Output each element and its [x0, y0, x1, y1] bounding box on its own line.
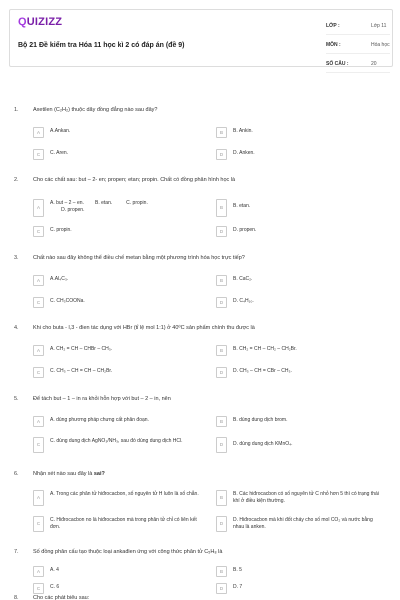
option-badge: B [216, 416, 227, 427]
quiz-header [9, 9, 393, 67]
q6-option-c[interactable]: C C. Hiđrocacbon no là hiđrocacbon mà trong phân tử chỉ có liên kết đơn. [33, 516, 203, 528]
option-badge: C [33, 149, 44, 160]
option-badge: D [216, 367, 227, 378]
q4-option-b[interactable]: B B. CH₂ = CH – CH₂ – CH₂Br. [216, 345, 386, 357]
q7-option-b[interactable]: B B. 5 [216, 566, 386, 578]
option-badge: B [216, 490, 227, 506]
option-badge: A [33, 416, 44, 427]
question-text: Cho các phát biểu sau: [33, 595, 90, 600]
q5-option-b[interactable]: B B. dùng dung dịch brom. [216, 416, 386, 428]
option-badge: A [33, 345, 44, 356]
q3-option-d[interactable]: D D. C₄H₁₀. [216, 297, 386, 309]
quiz-meta [326, 20, 390, 77]
option-badge: A [33, 199, 44, 217]
question-text: Axetilen (C₂H₂) thuộc dãy đồng đẳng nào sau đây? [33, 107, 158, 113]
q7-option-c[interactable]: C C. 6 [33, 583, 203, 595]
option-badge: D [216, 516, 227, 532]
logo-text: UIZIZZ [26, 16, 63, 28]
q3-option-b[interactable]: B B. CaC₂. [216, 275, 386, 287]
q5-option-c[interactable]: C C. dùng dung dịch AgNO₃/NH₃, sau đó dùng dung dịch HCl. [33, 437, 203, 449]
question-text: Nhận xét nào sau đây là sai? [33, 471, 105, 477]
q6-option-b[interactable]: B B. Các hiđrocacbon có số nguyên tử C nhỏ hơn 5 thì có trạng thái khí ở điều kiện thường. [216, 490, 386, 502]
q5-option-a[interactable]: A A. dùng phương pháp chưng cất phân đoạn. [33, 416, 203, 428]
quizizz-logo [18, 16, 62, 28]
option-badge: A [33, 127, 44, 138]
option-badge: B [216, 566, 227, 577]
q3-option-c[interactable]: C C. CH₃COONa. [33, 297, 203, 309]
q4-option-c[interactable]: C C. CH₃ – CH = CH – CH₂Br. [33, 367, 203, 379]
option-badge: C [33, 437, 44, 453]
q7-option-a[interactable]: A A. 4 [33, 566, 203, 578]
q1-option-d[interactable]: D D. Anken. [216, 149, 386, 161]
q4-option-d[interactable]: D D. CH₃ – CH = CBr – CH₃. [216, 367, 386, 379]
q3-option-a[interactable]: A A.Al₄C₃. [33, 275, 203, 287]
meta-question-count: SỐ CÂU : 20 [326, 58, 390, 73]
option-badge: B [216, 275, 227, 286]
meta-class: LỚP : Lớp 11 [326, 20, 390, 35]
meta-subject: MÔN : Hóa học [326, 39, 390, 54]
option-badge: C [33, 297, 44, 308]
q1-option-c[interactable]: C C. Aren. [33, 149, 203, 161]
option-badge: A [33, 490, 44, 506]
question-8: 8. Cho các phát biểu sau: [14, 595, 386, 600]
option-badge: D [216, 437, 227, 453]
option-badge: A [33, 566, 44, 577]
option-badge: B [216, 127, 227, 138]
q2-option-a[interactable]: A A. but – 2 – en. B. etan. C. propin. D. propen. [33, 199, 203, 211]
q6-option-a[interactable]: A A. Trong các phân tử hiđrocacbon, số nguyên tử H luôn là số chẵn. [33, 490, 203, 502]
q2-option-b[interactable]: B B. etan. [216, 199, 386, 211]
option-badge: C [33, 367, 44, 378]
option-badge: C [33, 583, 44, 594]
q2-option-d[interactable]: D D. propen. [216, 226, 386, 238]
question-text: Khi cho buta - l,3 - đien tác dụng với HBr (tỉ lệ mol 1:1) ở 40⁰C sản phẩm chính thu được là [33, 325, 255, 331]
option-badge: D [216, 226, 227, 237]
option-badge: C [33, 226, 44, 237]
q2-option-c[interactable]: C C. propin. [33, 226, 203, 238]
q6-option-d[interactable]: D D. Hiđrocacbon mà khi đốt cháy cho số mol CO₂ và nước bằng nhau là anken. [216, 516, 386, 528]
option-badge: A [33, 275, 44, 286]
quiz-page: QUIZIZZ Bộ 21 Đề kiểm tra Hóa 11 học kì 2 có đáp án (đề 9) LỚP : Lớp 11 MÔN : Hóa học SỐ CÂU : 20 1. Axetilen (C₂H₂) thuộc dãy đồng đẳng nào sau đây? A A.Ankan. B B. Ankin. C C. Aren. D D. Anken. 2. Cho các chất sau: but – 2- en; propen; etan; propin. Chất có đồng phân hình học là A A. but – 2 – en. B. etan. C. propin. D. propen. B B. etan. C C. propin. D D. propen. 3. Chất nào sau đây không thể điều chế metan bằng một phương trình hóa học trực tiếp? A A.Al₄C₃. B B. CaC₂. C C. CH₃COONa. D D. C₄H₁₀. 4. Khi cho buta - l,3 - đien tác dụng với HBr (tỉ lệ mol 1:1) ở 40⁰C sản phẩm chính thu được là A A. CH₂ = CH – CHBr – CH₃. B B. CH₂ = CH – CH₂ – CH₂Br. C C. CH₃ – CH = CH – CH₂Br. D D. CH₃ – CH = CBr – CH₃. 5. Để tách but – 1 – in ra khỏi hỗn hợp với but – 2 – in, nên A A. dùng phương pháp chưng cất phân đoạn. B B. dùng dung dịch brom. C C. dùng dung dịch AgNO₃/NH₃, sau đó dùng dung dịch HCl. D D. dùng dung dịch KMnO₄. 6. Nhận xét nào sau đây là sai? A A. Trong các phân tử hiđrocacbon, số nguyên tử H luôn là số chẵn. B B. Các hiđrocacbon có số nguyên tử C nhỏ hơn 5 thì có trạng thái khí ở điều kiện thường. C C. Hiđrocacbon no là hiđrocacbon mà trong phân tử chỉ có liên kết đơn. D D. Hiđrocacbon mà khi đốt cháy cho số mol CO₂ và nước bằng nhau là anken. 7. Số đồng phân cấu tạo thuộc loại ankađien ứng với công thức phân tử C₅H₈ là A A. 4 B B. 5 C C. 6 D D. 7 8. Cho các phát biểu sau: [0, 0, 400, 600]
option-badge: D [216, 583, 227, 594]
option-badge: B [216, 199, 227, 217]
question-text: Để tách but – 1 – in ra khỏi hỗn hợp với but – 2 – in, nên [33, 396, 171, 402]
question-text: Chất nào sau đây không thể điều chế metan bằng một phương trình hóa học trực tiếp? [33, 255, 245, 261]
q1-option-b[interactable]: B B. Ankin. [216, 127, 386, 139]
logo-letter-q: Q [18, 16, 27, 28]
page-title: Bộ 21 Đề kiểm tra Hóa 11 học kì 2 có đáp án (đề 9) [18, 42, 185, 49]
option-badge: D [216, 297, 227, 308]
question-text: Cho các chất sau: but – 2- en; propen; etan; propin. Chất có đồng phân hình học là [33, 177, 236, 183]
q1-option-a[interactable]: A A.Ankan. [33, 127, 203, 139]
option-badge: C [33, 516, 44, 532]
option-badge: D [216, 149, 227, 160]
question-text: Số đồng phân cấu tạo thuộc loại ankađien ứng với công thức phân tử C₅H₈ là [33, 549, 223, 555]
q7-option-d[interactable]: D D. 7 [216, 583, 386, 595]
q5-option-d[interactable]: D D. dùng dung dịch KMnO₄. [216, 437, 386, 449]
option-badge: B [216, 345, 227, 356]
q4-option-a[interactable]: A A. CH₂ = CH – CHBr – CH₃. [33, 345, 203, 357]
